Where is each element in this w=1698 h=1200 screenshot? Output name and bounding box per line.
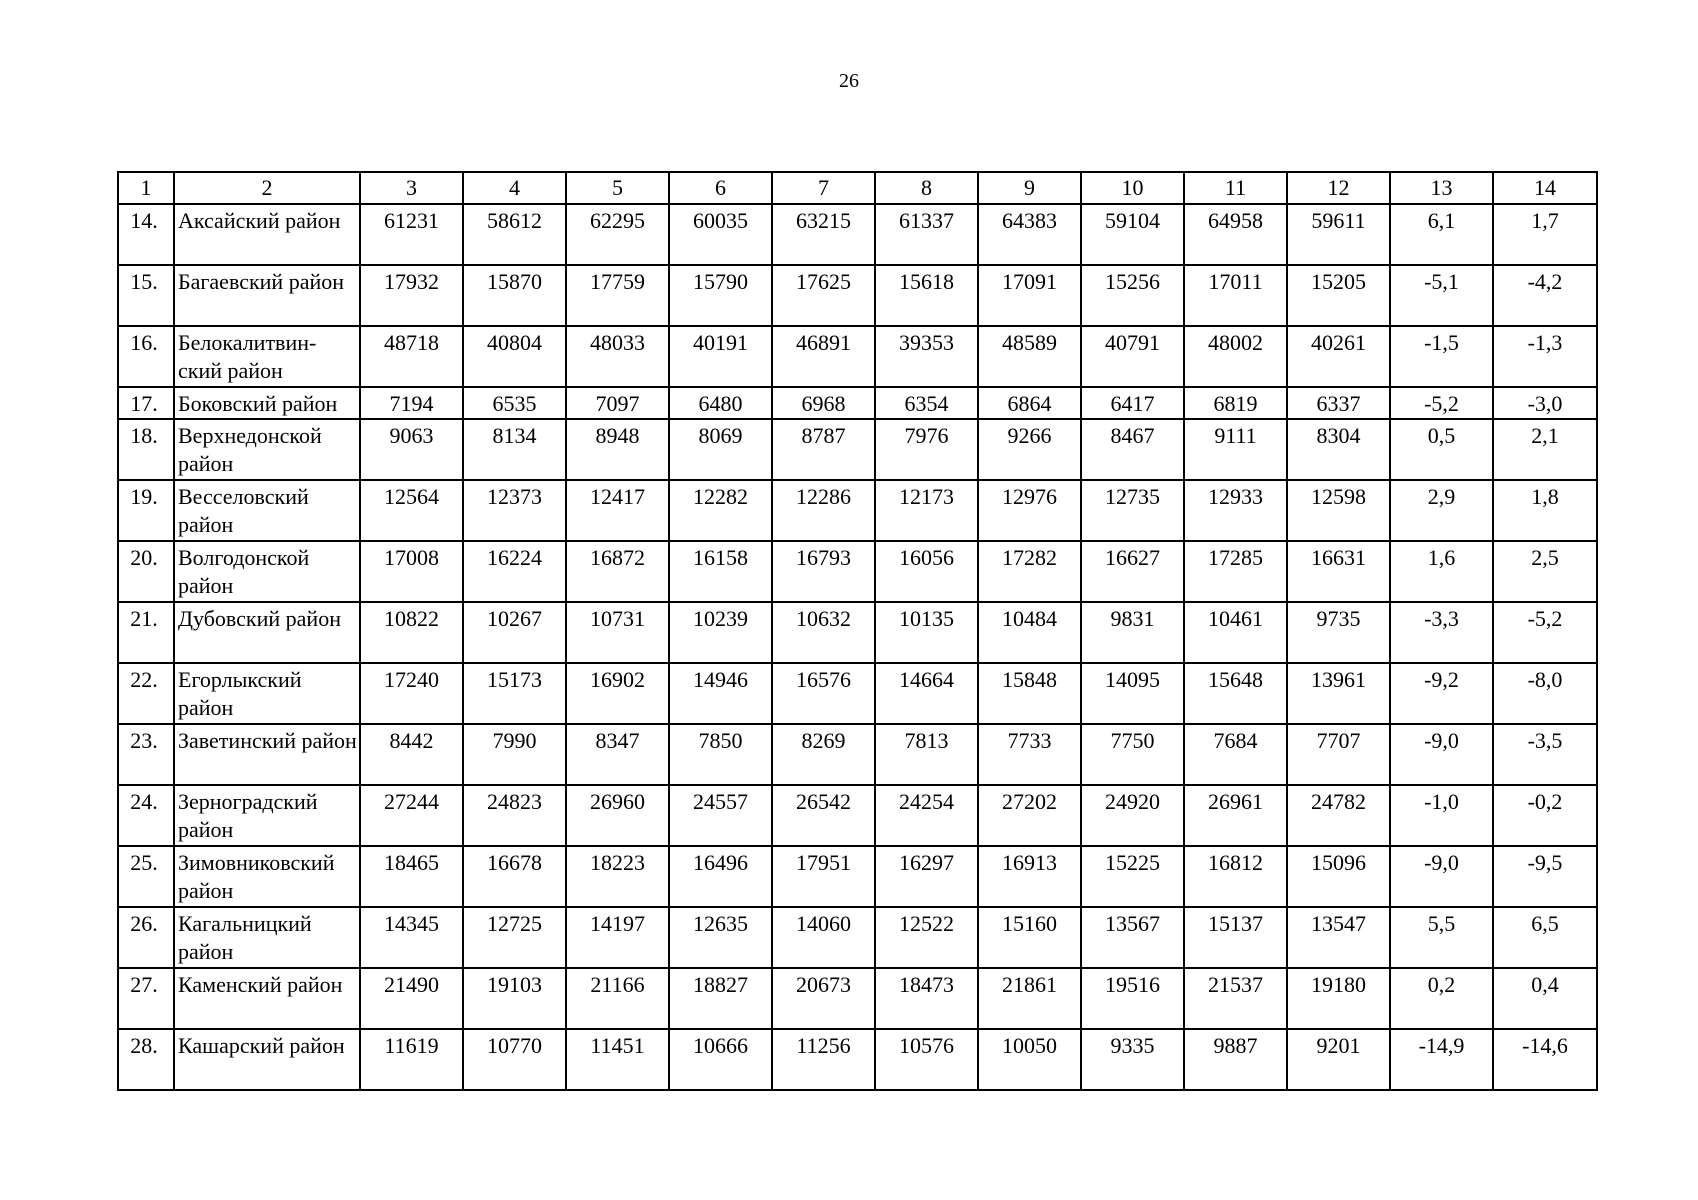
cell-value: 26960 — [566, 785, 669, 846]
cell-value: 16902 — [566, 663, 669, 724]
cell-value: 8948 — [566, 419, 669, 480]
cell-value: 16496 — [669, 846, 772, 907]
cell-value: 16678 — [463, 846, 566, 907]
table-row — [118, 846, 1597, 907]
cell-value: 15870 — [463, 265, 566, 326]
cell-value: 6864 — [978, 387, 1081, 419]
cell-value: 40791 — [1081, 326, 1184, 387]
cell-value: 27244 — [360, 785, 463, 846]
cell-value: 12976 — [978, 480, 1081, 541]
cell-value: 6,1 — [1390, 204, 1493, 265]
cell-value: 24920 — [1081, 785, 1184, 846]
cell-value: 15648 — [1184, 663, 1287, 724]
cell-value: 19516 — [1081, 968, 1184, 1029]
table-row — [118, 907, 1597, 968]
cell-value: 17091 — [978, 265, 1081, 326]
cell-value: -9,0 — [1390, 846, 1493, 907]
district-name: Зимовниковский район — [174, 846, 360, 907]
cell-value: 17625 — [772, 265, 875, 326]
cell-value: 8347 — [566, 724, 669, 785]
cell-value: 15225 — [1081, 846, 1184, 907]
cell-value: 2,1 — [1493, 419, 1597, 480]
district-name: Весселовский район — [174, 480, 360, 541]
district-name: Каменский район — [174, 968, 360, 1029]
cell-value: 48589 — [978, 326, 1081, 387]
column-header: 14 — [1493, 172, 1597, 204]
cell-value: 15173 — [463, 663, 566, 724]
cell-value: 40261 — [1287, 326, 1390, 387]
table-row — [118, 204, 1597, 265]
column-header: 4 — [463, 172, 566, 204]
cell-value: 12735 — [1081, 480, 1184, 541]
cell-value: 13567 — [1081, 907, 1184, 968]
cell-value: 62295 — [566, 204, 669, 265]
column-header: 8 — [875, 172, 978, 204]
data-table — [117, 171, 1598, 1091]
row-number: 21. — [118, 602, 174, 663]
cell-value: -3,3 — [1390, 602, 1493, 663]
cell-value: 8467 — [1081, 419, 1184, 480]
cell-value: 64383 — [978, 204, 1081, 265]
cell-value: 17282 — [978, 541, 1081, 602]
cell-value: 6417 — [1081, 387, 1184, 419]
cell-value: 16631 — [1287, 541, 1390, 602]
table-row — [118, 724, 1597, 785]
cell-value: -3,0 — [1493, 387, 1597, 419]
cell-value: 17759 — [566, 265, 669, 326]
cell-value: 9335 — [1081, 1029, 1184, 1090]
cell-value: 61337 — [875, 204, 978, 265]
cell-value: 20673 — [772, 968, 875, 1029]
cell-value: 27202 — [978, 785, 1081, 846]
cell-value: 12522 — [875, 907, 978, 968]
cell-value: 12373 — [463, 480, 566, 541]
cell-value: 1,8 — [1493, 480, 1597, 541]
cell-value: -14,9 — [1390, 1029, 1493, 1090]
cell-value: 17008 — [360, 541, 463, 602]
page-number: 26 — [839, 70, 859, 92]
column-header: 10 — [1081, 172, 1184, 204]
cell-value: 10135 — [875, 602, 978, 663]
cell-value: 16812 — [1184, 846, 1287, 907]
district-name: Кагальницкий район — [174, 907, 360, 968]
cell-value: 12598 — [1287, 480, 1390, 541]
cell-value: 18473 — [875, 968, 978, 1029]
cell-value: 16627 — [1081, 541, 1184, 602]
table-row — [118, 419, 1597, 480]
cell-value: 21166 — [566, 968, 669, 1029]
cell-value: 14197 — [566, 907, 669, 968]
cell-value: 2,9 — [1390, 480, 1493, 541]
cell-value: 24557 — [669, 785, 772, 846]
cell-value: 11256 — [772, 1029, 875, 1090]
cell-value: 9266 — [978, 419, 1081, 480]
cell-value: 15790 — [669, 265, 772, 326]
cell-value: 15160 — [978, 907, 1081, 968]
column-header: 12 — [1287, 172, 1390, 204]
cell-value: 14946 — [669, 663, 772, 724]
cell-value: 7990 — [463, 724, 566, 785]
row-number: 17. — [118, 387, 174, 419]
cell-value: 21537 — [1184, 968, 1287, 1029]
table-row — [118, 265, 1597, 326]
cell-value: 7707 — [1287, 724, 1390, 785]
cell-value: 6,5 — [1493, 907, 1597, 968]
row-number: 23. — [118, 724, 174, 785]
row-number: 19. — [118, 480, 174, 541]
cell-value: -8,0 — [1493, 663, 1597, 724]
cell-value: 15205 — [1287, 265, 1390, 326]
column-header: 5 — [566, 172, 669, 204]
cell-value: -1,3 — [1493, 326, 1597, 387]
column-header: 6 — [669, 172, 772, 204]
table-row — [118, 1029, 1597, 1090]
table-row — [118, 387, 1597, 419]
row-number: 28. — [118, 1029, 174, 1090]
cell-value: 16056 — [875, 541, 978, 602]
cell-value: 24823 — [463, 785, 566, 846]
cell-value: 9111 — [1184, 419, 1287, 480]
cell-value: 15137 — [1184, 907, 1287, 968]
cell-value: -5,1 — [1390, 265, 1493, 326]
cell-value: 16297 — [875, 846, 978, 907]
row-number: 27. — [118, 968, 174, 1029]
cell-value: 9831 — [1081, 602, 1184, 663]
cell-value: 24782 — [1287, 785, 1390, 846]
cell-value: 6480 — [669, 387, 772, 419]
cell-value: 48033 — [566, 326, 669, 387]
row-number: 15. — [118, 265, 174, 326]
cell-value: 7813 — [875, 724, 978, 785]
cell-value: 10050 — [978, 1029, 1081, 1090]
cell-value: 63215 — [772, 204, 875, 265]
cell-value: 16576 — [772, 663, 875, 724]
cell-value: -9,2 — [1390, 663, 1493, 724]
row-number: 22. — [118, 663, 174, 724]
cell-value: 2,5 — [1493, 541, 1597, 602]
district-name: Белокалитвин-ский район — [174, 326, 360, 387]
table-row — [118, 663, 1597, 724]
cell-value: 15848 — [978, 663, 1081, 724]
table-row — [118, 541, 1597, 602]
cell-value: -9,0 — [1390, 724, 1493, 785]
cell-value: 10632 — [772, 602, 875, 663]
cell-value: 8134 — [463, 419, 566, 480]
cell-value: 14060 — [772, 907, 875, 968]
district-name: Багаевский район — [174, 265, 360, 326]
cell-value: -9,5 — [1493, 846, 1597, 907]
column-header: 2 — [174, 172, 360, 204]
cell-value: 8304 — [1287, 419, 1390, 480]
cell-value: 8269 — [772, 724, 875, 785]
column-header: 11 — [1184, 172, 1287, 204]
cell-value: -4,2 — [1493, 265, 1597, 326]
cell-value: 0,5 — [1390, 419, 1493, 480]
district-name: Егорлыкский район — [174, 663, 360, 724]
cell-value: 17240 — [360, 663, 463, 724]
cell-value: 12635 — [669, 907, 772, 968]
column-header: 9 — [978, 172, 1081, 204]
cell-value: 21861 — [978, 968, 1081, 1029]
cell-value: 7733 — [978, 724, 1081, 785]
cell-value: 6354 — [875, 387, 978, 419]
district-name: Дубовский район — [174, 602, 360, 663]
cell-value: 18223 — [566, 846, 669, 907]
cell-value: -14,6 — [1493, 1029, 1597, 1090]
column-header: 7 — [772, 172, 875, 204]
row-number: 24. — [118, 785, 174, 846]
cell-value: 13547 — [1287, 907, 1390, 968]
header-row — [118, 172, 1597, 204]
row-number: 18. — [118, 419, 174, 480]
cell-value: 12417 — [566, 480, 669, 541]
cell-value: 58612 — [463, 204, 566, 265]
cell-value: 10461 — [1184, 602, 1287, 663]
cell-value: 8787 — [772, 419, 875, 480]
cell-value: -1,5 — [1390, 326, 1493, 387]
row-number: 26. — [118, 907, 174, 968]
cell-value: 10666 — [669, 1029, 772, 1090]
cell-value: 7684 — [1184, 724, 1287, 785]
cell-value: 9201 — [1287, 1029, 1390, 1090]
cell-value: 64958 — [1184, 204, 1287, 265]
cell-value: 14664 — [875, 663, 978, 724]
cell-value: 10576 — [875, 1029, 978, 1090]
cell-value: 26542 — [772, 785, 875, 846]
district-name: Верхнедонской район — [174, 419, 360, 480]
cell-value: 5,5 — [1390, 907, 1493, 968]
district-name: Аксайский район — [174, 204, 360, 265]
cell-value: 21490 — [360, 968, 463, 1029]
cell-value: 10239 — [669, 602, 772, 663]
cell-value: 15096 — [1287, 846, 1390, 907]
cell-value: 7097 — [566, 387, 669, 419]
cell-value: 7750 — [1081, 724, 1184, 785]
cell-value: 1,6 — [1390, 541, 1493, 602]
district-name: Заветинский район — [174, 724, 360, 785]
cell-value: 10731 — [566, 602, 669, 663]
cell-value: 8442 — [360, 724, 463, 785]
cell-value: -5,2 — [1390, 387, 1493, 419]
cell-value: 9735 — [1287, 602, 1390, 663]
cell-value: 61231 — [360, 204, 463, 265]
cell-value: 6337 — [1287, 387, 1390, 419]
cell-value: 6535 — [463, 387, 566, 419]
cell-value: -0,2 — [1493, 785, 1597, 846]
cell-value: 10770 — [463, 1029, 566, 1090]
district-name: Кашарский район — [174, 1029, 360, 1090]
district-name: Зерноградский район — [174, 785, 360, 846]
table-row — [118, 480, 1597, 541]
district-name: Боковский район — [174, 387, 360, 419]
cell-value: 17011 — [1184, 265, 1287, 326]
cell-value: 0,2 — [1390, 968, 1493, 1029]
cell-value: 13961 — [1287, 663, 1390, 724]
cell-value: 15618 — [875, 265, 978, 326]
cell-value: 14345 — [360, 907, 463, 968]
cell-value: 17932 — [360, 265, 463, 326]
row-number: 25. — [118, 846, 174, 907]
cell-value: 10484 — [978, 602, 1081, 663]
cell-value: 26961 — [1184, 785, 1287, 846]
cell-value: 59104 — [1081, 204, 1184, 265]
cell-value: 18465 — [360, 846, 463, 907]
cell-value: 1,7 — [1493, 204, 1597, 265]
table-row — [118, 326, 1597, 387]
table-row — [118, 968, 1597, 1029]
cell-value: 11451 — [566, 1029, 669, 1090]
column-header: 3 — [360, 172, 463, 204]
column-header: 13 — [1390, 172, 1493, 204]
cell-value: 6968 — [772, 387, 875, 419]
table-row — [118, 785, 1597, 846]
column-header: 1 — [118, 172, 174, 204]
cell-value: 10822 — [360, 602, 463, 663]
cell-value: 16224 — [463, 541, 566, 602]
cell-value: 0,4 — [1493, 968, 1597, 1029]
cell-value: 40191 — [669, 326, 772, 387]
table-body — [118, 204, 1597, 1090]
cell-value: 17951 — [772, 846, 875, 907]
cell-value: 7976 — [875, 419, 978, 480]
cell-value: 9887 — [1184, 1029, 1287, 1090]
cell-value: 7850 — [669, 724, 772, 785]
cell-value: 46891 — [772, 326, 875, 387]
cell-value: 11619 — [360, 1029, 463, 1090]
cell-value: 40804 — [463, 326, 566, 387]
cell-value: 24254 — [875, 785, 978, 846]
cell-value: -1,0 — [1390, 785, 1493, 846]
cell-value: 48002 — [1184, 326, 1287, 387]
cell-value: 12173 — [875, 480, 978, 541]
cell-value: 10267 — [463, 602, 566, 663]
cell-value: 18827 — [669, 968, 772, 1029]
district-name: Волгодонской район — [174, 541, 360, 602]
cell-value: 6819 — [1184, 387, 1287, 419]
cell-value: 17285 — [1184, 541, 1287, 602]
cell-value: 9063 — [360, 419, 463, 480]
cell-value: 16872 — [566, 541, 669, 602]
cell-value: 12564 — [360, 480, 463, 541]
cell-value: 14095 — [1081, 663, 1184, 724]
cell-value: 59611 — [1287, 204, 1390, 265]
cell-value: 7194 — [360, 387, 463, 419]
cell-value: 48718 — [360, 326, 463, 387]
cell-value: 16158 — [669, 541, 772, 602]
cell-value: 12286 — [772, 480, 875, 541]
cell-value: 12933 — [1184, 480, 1287, 541]
cell-value: 15256 — [1081, 265, 1184, 326]
cell-value: 39353 — [875, 326, 978, 387]
cell-value: -3,5 — [1493, 724, 1597, 785]
table-row — [118, 602, 1597, 663]
cell-value: 16913 — [978, 846, 1081, 907]
cell-value: 19103 — [463, 968, 566, 1029]
cell-value: 8069 — [669, 419, 772, 480]
cell-value: 16793 — [772, 541, 875, 602]
row-number: 14. — [118, 204, 174, 265]
cell-value: -5,2 — [1493, 602, 1597, 663]
cell-value: 12282 — [669, 480, 772, 541]
row-number: 20. — [118, 541, 174, 602]
cell-value: 60035 — [669, 204, 772, 265]
cell-value: 19180 — [1287, 968, 1390, 1029]
cell-value: 12725 — [463, 907, 566, 968]
row-number: 16. — [118, 326, 174, 387]
